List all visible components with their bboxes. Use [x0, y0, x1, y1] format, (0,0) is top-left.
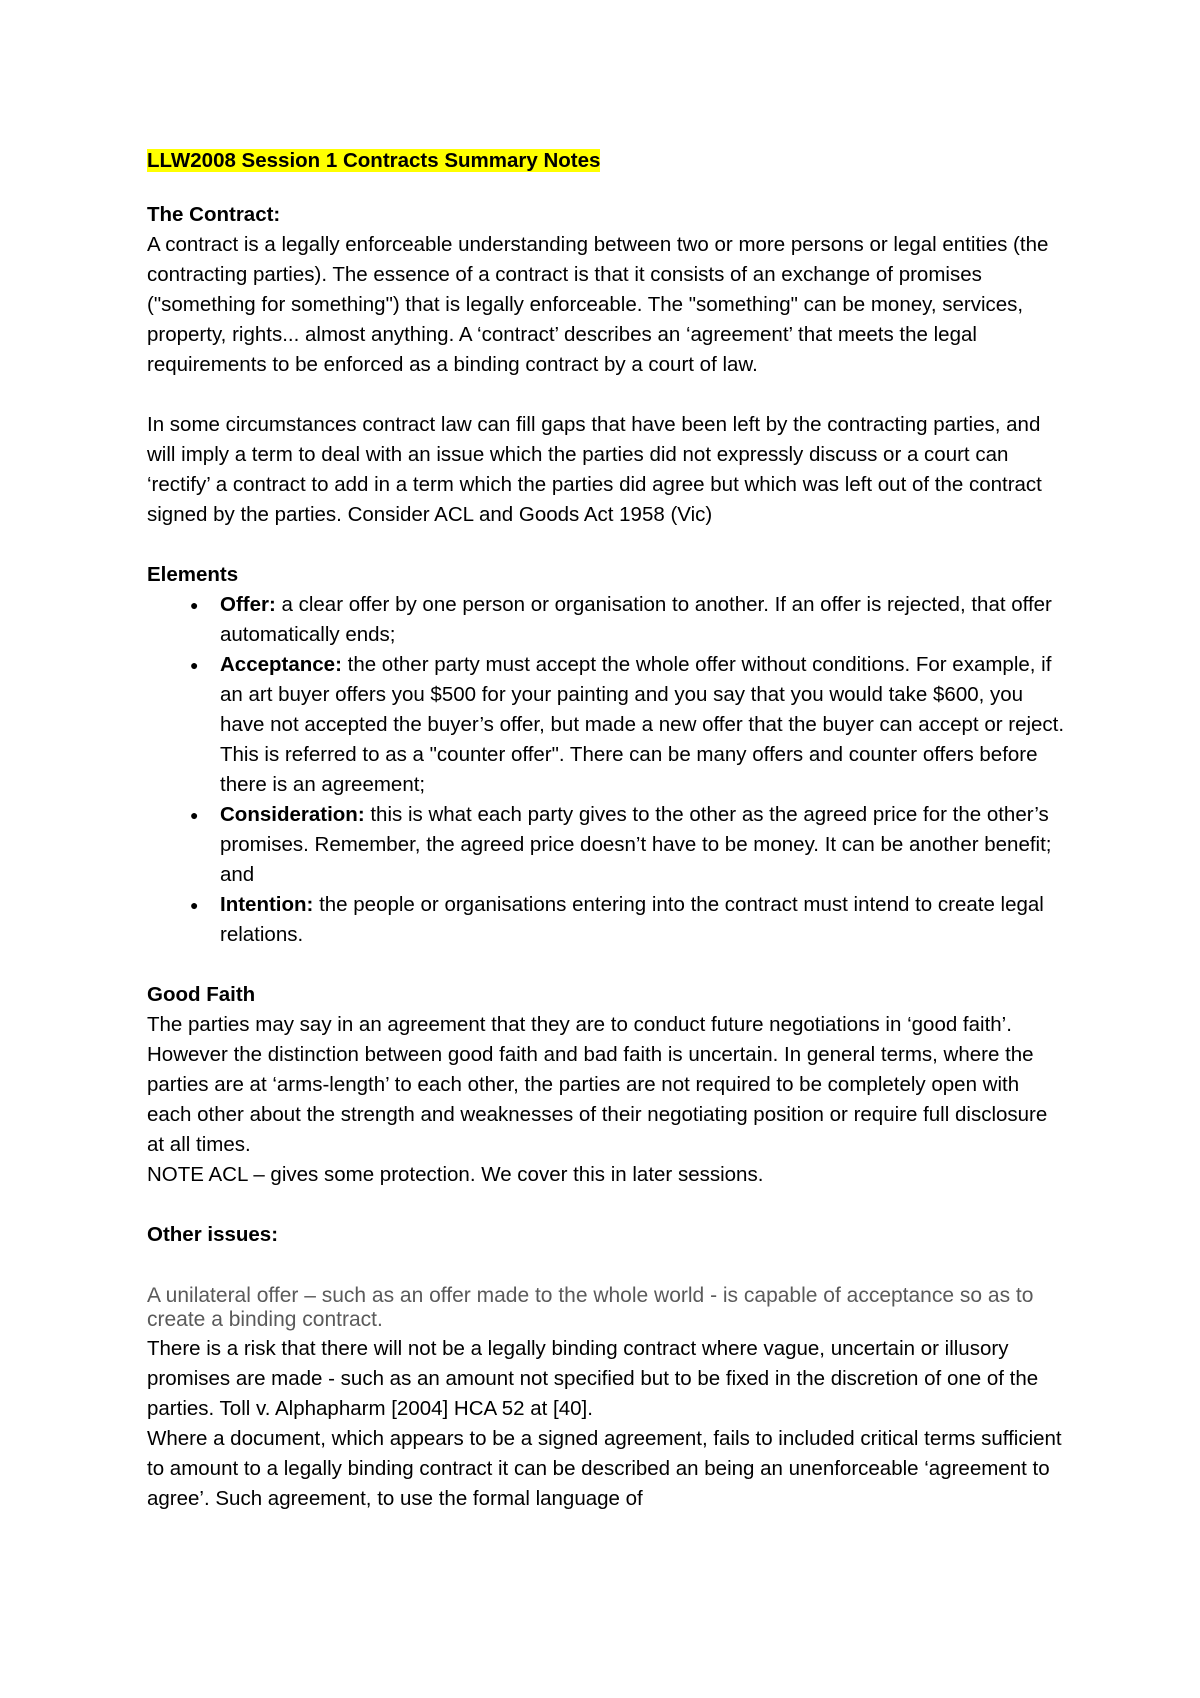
bullet-icon: ●: [190, 657, 199, 673]
element-term-consideration: Consideration:: [220, 803, 365, 826]
element-text-consideration: this is what each party gives to the other as the agreed price for the other’s promises. Remember, the agreed price doesn’t have to be money. It can be another benefit; and: [220, 803, 1052, 886]
element-text-acceptance: the other party must accept the whole offer without conditions. For example, if an art buyer offers you $500 for your painting and you say that you would take $600, you have not accepted the buyer’s offer, but made a new offer that the buyer can accept or reject. This is referred to as a "counter offer". There can be many offers and counter offers before there is an agreement;: [220, 653, 1065, 796]
spacer: [147, 1190, 1067, 1220]
document-title-text: LLW2008 Session 1 Contracts Summary Notes: [147, 149, 601, 172]
element-term-intention: Intention:: [220, 893, 314, 916]
list-item: [147, 800, 1067, 890]
element-text-offer: a clear offer by one person or organisation to another. If an offer is rejected, that offer automatically ends;: [220, 593, 1052, 646]
contract-paragraph-2: In some circumstances contract law can fill gaps that have been left by the contracting parties, and will imply a term to deal with an issue which the parties did not expressly discuss or a court can ‘rectify’ a contract to add in a term which the parties did agree but which was left out of the contract signed by the parties. Consider ACL and Goods Act 1958 (Vic): [147, 413, 1042, 526]
spacer: [147, 1250, 1067, 1280]
element-text-intention: the people or organisations entering into the contract must intend to create legal relations.: [220, 893, 1044, 946]
element-term-acceptance: Acceptance:: [220, 653, 342, 676]
list-item: [147, 590, 1067, 650]
list-item: [147, 890, 1067, 950]
good-faith-paragraph-2: NOTE ACL – gives some protection. We cover this in later sessions.: [147, 1163, 764, 1186]
contract-heading: The Contract:: [147, 203, 281, 226]
document-page: [147, 146, 1067, 1514]
good-faith-paragraph-1: The parties may say in an agreement that they are to conduct future negotiations in ‘good faith’. However the distinction between good faith and bad faith is uncertain. In general terms, where the parties are at ‘arms-length’ to each other, the parties are not required to be completely open with each other about the strength and weaknesses of their negotiating position or require full disclosure at all times.: [147, 1013, 1048, 1156]
spacer: [147, 950, 1067, 980]
spacer: [147, 380, 1067, 410]
other-issues-paragraph-3: Where a document, which appears to be a signed agreement, fails to included critical terms sufficient to amount to a legally binding contract it can be described an being an unenforceable ‘agreement to agree’. Such agreement, to use the formal language of: [147, 1427, 1062, 1510]
contract-paragraph-1: A contract is a legally enforceable understanding between two or more persons or legal entities (the contracting parties). The essence of a contract is that it consists of an exchange of promises ("something for something") that is legally enforceable. The "something" can be money, services, property, rights... almost anything. A ‘contract’ describes an ‘agreement’ that meets the legal requirements to be enforced as a binding contract by a court of law.: [147, 233, 1049, 376]
spacer: [147, 530, 1067, 560]
good-faith-heading: Good Faith: [147, 983, 256, 1006]
list-item: [147, 650, 1067, 800]
bullet-icon: ●: [190, 597, 199, 613]
other-issues-heading: Other issues:: [147, 1223, 279, 1246]
elements-heading: Elements: [147, 563, 239, 586]
elements-list: [147, 590, 1067, 950]
bullet-icon: ●: [190, 897, 199, 913]
other-issues-paragraph-2: There is a risk that there will not be a legally binding contract where vague, uncertain or illusory promises are made - such as an amount not specified but to be fixed in the discretion of one of the parties. Toll v. Alphapharm [2004] HCA 52 at [40].: [147, 1337, 1039, 1420]
bullet-icon: ●: [190, 807, 199, 823]
document-title: [147, 146, 1067, 176]
element-term-offer: Offer:: [220, 593, 276, 616]
other-issues-paragraph-1: A unilateral offer – such as an offer made to the whole world - is capable of acceptance so as to create a binding contract.: [147, 1284, 1034, 1331]
